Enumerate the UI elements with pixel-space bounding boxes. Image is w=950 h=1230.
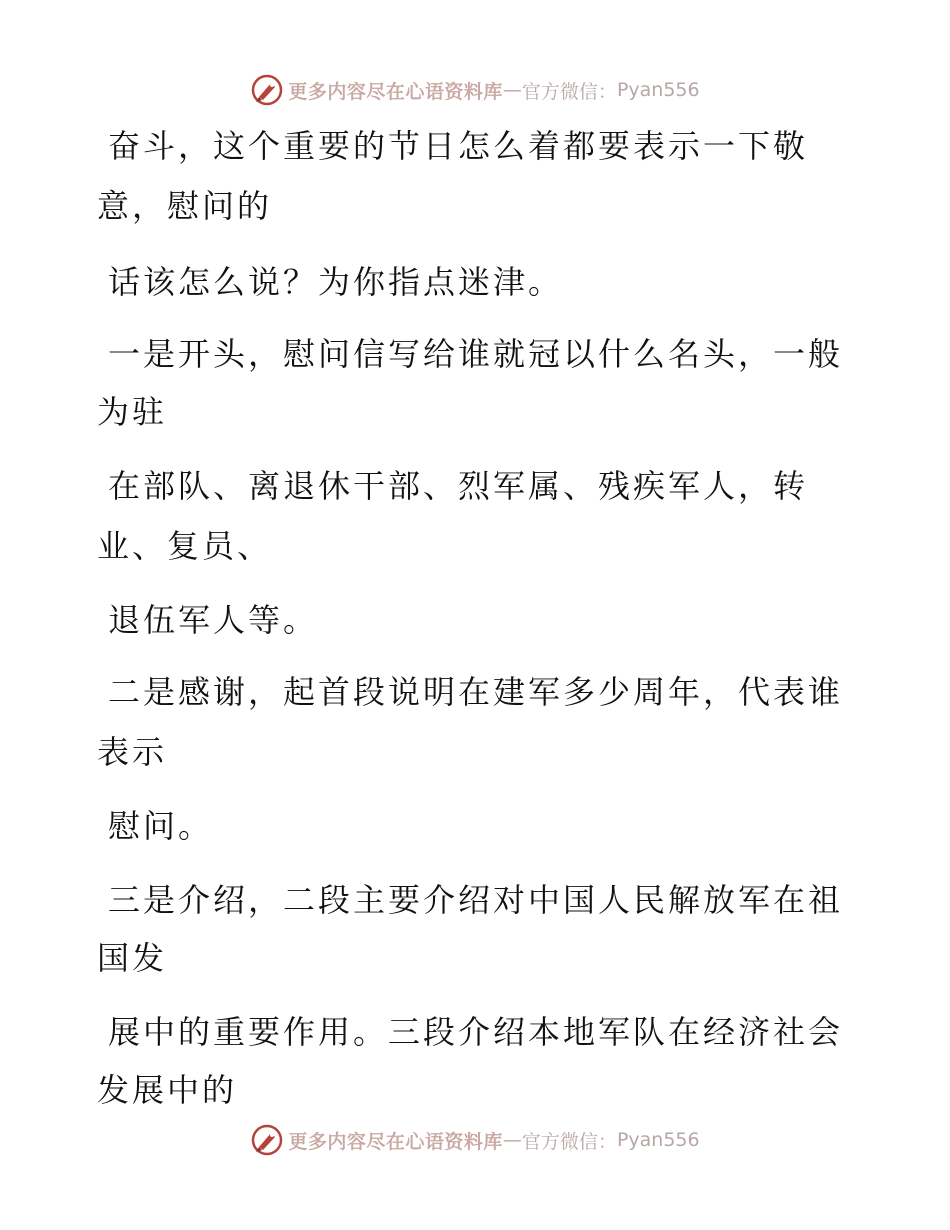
footer-wechat-label: 官方微信： — [521, 1130, 617, 1153]
footer-dash: — — [502, 1129, 522, 1151]
footer-wechat-id: Pyan556 — [616, 1129, 700, 1151]
text-line: 表示 — [97, 733, 168, 771]
text-line: 展中的重要作用。三段介绍本地军队在经济社会 — [108, 1013, 844, 1051]
text-line: 奋斗，这个重要的节日怎么着都要表示一下敬 — [108, 127, 809, 165]
header-wechat-label: 官方微信： — [521, 80, 617, 103]
text-line: 话该怎么说？为你指点迷津。 — [108, 263, 564, 301]
pen-nib-logo-icon — [250, 1123, 284, 1157]
text-line: 三是介绍，二段主要介绍对中国人民解放军在祖 — [108, 881, 844, 919]
header-banner-text: 更多内容尽在心语资料库 — [288, 80, 503, 103]
text-line: 慰问。 — [108, 807, 214, 845]
footer-banner — [0, 1120, 950, 1160]
text-line: 退伍军人等。 — [108, 601, 319, 639]
text-line: 意，慰问的 — [97, 187, 273, 225]
footer-banner-text: 更多内容尽在心语资料库 — [288, 1130, 503, 1153]
header-dash: — — [502, 79, 522, 101]
text-line: 一是开头，慰问信写给谁就冠以什么名头，一般 — [108, 335, 844, 373]
text-line: 在部队、离退休干部、烈军属、残疾军人，转 — [108, 467, 809, 505]
text-line: 业、复员、 — [97, 527, 273, 565]
text-line: 国发 — [97, 939, 168, 977]
text-line: 为驻 — [97, 393, 168, 431]
text-line: 发展中的 — [97, 1071, 238, 1109]
text-line: 二是感谢，起首段说明在建军多少周年，代表谁 — [108, 673, 844, 711]
header-wechat-id: Pyan556 — [616, 79, 700, 101]
